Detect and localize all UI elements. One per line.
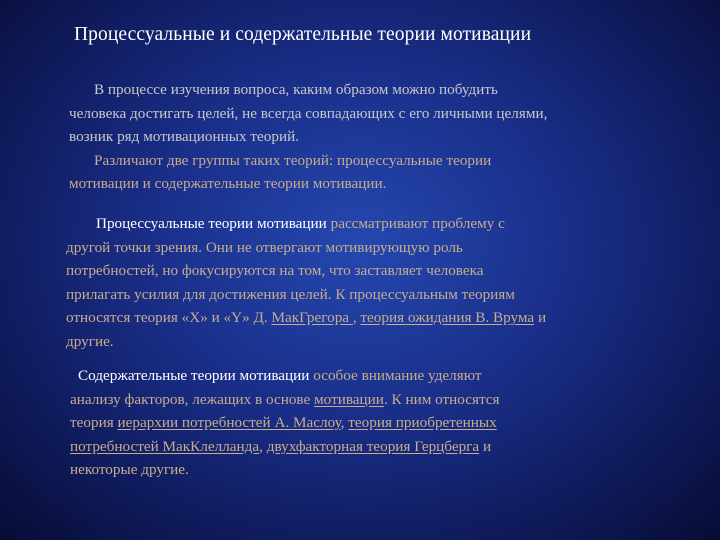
slide-title: Процессуальные и содержательные теории мотивации xyxy=(74,24,532,45)
mcgregor-link[interactable]: МакГрегора xyxy=(271,309,353,327)
process-theories-heading: Процессуальные теории мотивации xyxy=(96,215,327,232)
mcclelland-link[interactable]: потребностей МакКлелланда xyxy=(70,437,260,455)
content-line-4-mid: , xyxy=(259,437,267,455)
process-line-6: другие. xyxy=(66,332,114,350)
content-line-3-pre: теория xyxy=(70,414,118,432)
acquired-needs-link[interactable]: теория приобретенных xyxy=(348,414,497,432)
intro-line-2: человека достигать целей, не всегда совпадающих с его личными целями, xyxy=(69,104,548,122)
intro-line-4: Различают две группы таких теорий: процессуальные теории xyxy=(94,151,492,169)
process-line-5-pre: относятся теория «X» и «Y» Д. xyxy=(66,309,272,327)
intro-line-5: мотивации и содержательные теории мотивации. xyxy=(69,175,387,193)
maslow-link[interactable]: иерархии потребностей А. Маслоу xyxy=(117,414,341,432)
content-line-2-pre: анализу факторов, лежащих в основе xyxy=(70,390,315,408)
process-line-1-rest: рассматривают проблему с xyxy=(326,215,505,232)
content-line-4-post: и xyxy=(479,437,492,455)
herzberg-link[interactable]: двухфакторная теория Герцберга xyxy=(266,437,480,455)
content-theories-heading: Содержательные теории мотивации xyxy=(78,367,310,384)
process-theories-paragraph xyxy=(66,212,696,354)
content-line-3-mid: , xyxy=(340,414,349,432)
process-line-5-mid: , xyxy=(352,309,361,327)
process-line-3: потребностей, но фокусируются на том, что заставляет человека xyxy=(66,262,484,280)
process-line-4: прилагать усилия для достижения целей. К процессуальным теориям xyxy=(66,285,515,303)
intro-line-3: возник ряд мотивационных теорий. xyxy=(69,128,299,146)
intro-paragraph xyxy=(69,78,699,196)
content-line-1-rest: особое внимание уделяют xyxy=(309,367,482,384)
motivation-link[interactable]: мотивации xyxy=(314,390,384,408)
process-line-5-post: и xyxy=(534,309,547,327)
intro-line-1: В процессе изучения вопроса, каким образом можно побудить xyxy=(94,81,498,98)
content-line-2-post: . К ним относятся xyxy=(383,390,500,408)
content-line-5: некоторые другие. xyxy=(70,461,189,479)
process-line-2: другой точки зрения. Они не отвергают мотивирующую роль xyxy=(66,238,463,256)
vroom-link[interactable]: теория ожидания В. Врума xyxy=(360,309,535,327)
content-theories-paragraph xyxy=(70,364,670,482)
